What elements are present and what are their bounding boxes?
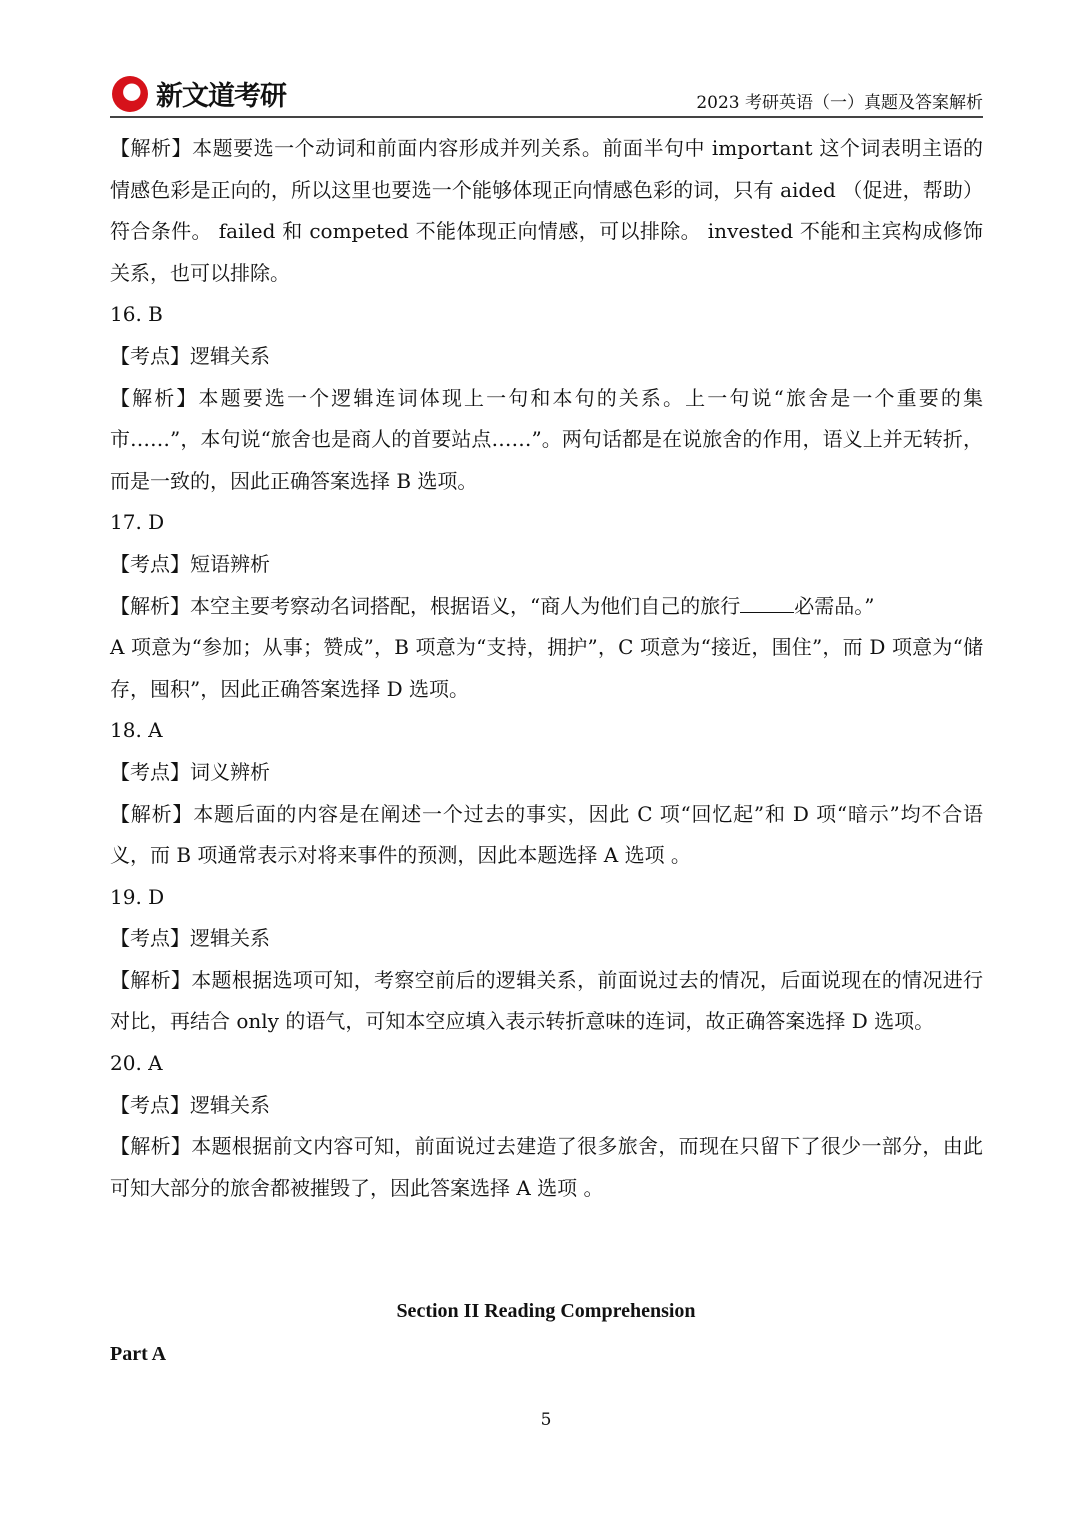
part-title: Part A bbox=[110, 1343, 167, 1365]
text: 必需品。” bbox=[794, 593, 875, 618]
key-point: 【考点】逻辑关系 bbox=[110, 926, 270, 951]
paragraph: A 项意为“参加；从事；赞成”，B 项意为“支持，拥护”，C 项意为“接近，围住”，而 D 项意为“储存，囤积”，因此正确答案选择 D 选项。 bbox=[110, 635, 983, 701]
page-header bbox=[110, 70, 983, 118]
phoenix-logo-icon bbox=[112, 76, 148, 112]
key-point: 【考点】逻辑关系 bbox=[110, 1092, 270, 1117]
fill-blank bbox=[740, 592, 794, 613]
page-number: 5 bbox=[540, 1410, 552, 1430]
header-title: 2023 考研英语（一）真题及答案解析 bbox=[696, 93, 983, 113]
section-title: Section II Reading Comprehension bbox=[396, 1300, 696, 1322]
answer-heading: 16. B bbox=[110, 302, 163, 327]
key-point: 【考点】短语辨析 bbox=[110, 551, 270, 576]
answer-heading: 17. D bbox=[110, 510, 165, 535]
paragraph: 【解析】本题后面的内容是在阐述一个过去的事实，因此 C 项“回忆起”和 D 项“暗示”均不合语义，而 B 项通常表示对将来事件的预测，因此本题选择 A 选项 。 bbox=[110, 801, 983, 868]
paragraph: 【解析】本题要选一个动词和前面内容形成并列关系。前面半句中 important 这个词表明主语的情感色彩是正向的，所以这里也要选一个能够体现正向情感色彩的词，只有 aided （促进，帮助）符合条件。 failed 和 competed 不能体现正向情感，可以排除。 invested 不能和主宾构成修饰关系，也可以排除。 bbox=[110, 136, 983, 285]
paragraph: 【解析】本题根据前文内容可知，前面说过去建造了很多旅舍，而现在只留下了很少一部分，由此可知大部分的旅舍都被摧毁了，因此答案选择 A 选项 。 bbox=[110, 1134, 983, 1200]
answer-heading: 20. A bbox=[110, 1051, 163, 1076]
text: 【解析】本空主要考察动名词搭配，根据语义，“商人为他们自己的旅行 bbox=[110, 593, 741, 618]
paragraph bbox=[110, 586, 983, 628]
document-body bbox=[110, 128, 983, 1209]
key-point: 【考点】逻辑关系 bbox=[110, 343, 270, 368]
logo-text: 新文道考研 bbox=[156, 81, 286, 112]
logo bbox=[112, 74, 286, 113]
key-point: 【考点】词义辨析 bbox=[110, 759, 270, 784]
paragraph: 【解析】本题要选一个逻辑连词体现上一句和本句的关系。上一句说“旅舍是一个重要的集市……”，本句说“旅舍也是商人的首要站点……”。两句话都是在说旅舍的作用，语义上并无转折，而是一致的，因此正确答案选择 B 选项。 bbox=[110, 385, 983, 493]
answer-heading: 18. A bbox=[110, 718, 163, 743]
answer-heading: 19. D bbox=[110, 884, 165, 909]
paragraph: 【解析】本题根据选项可知，考察空前后的逻辑关系，前面说过去的情况，后面说现在的情况进行对比，再结合 only 的语气，可知本空应填入表示转折意味的连词，故正确答案选择 D 选项。 bbox=[110, 967, 983, 1034]
